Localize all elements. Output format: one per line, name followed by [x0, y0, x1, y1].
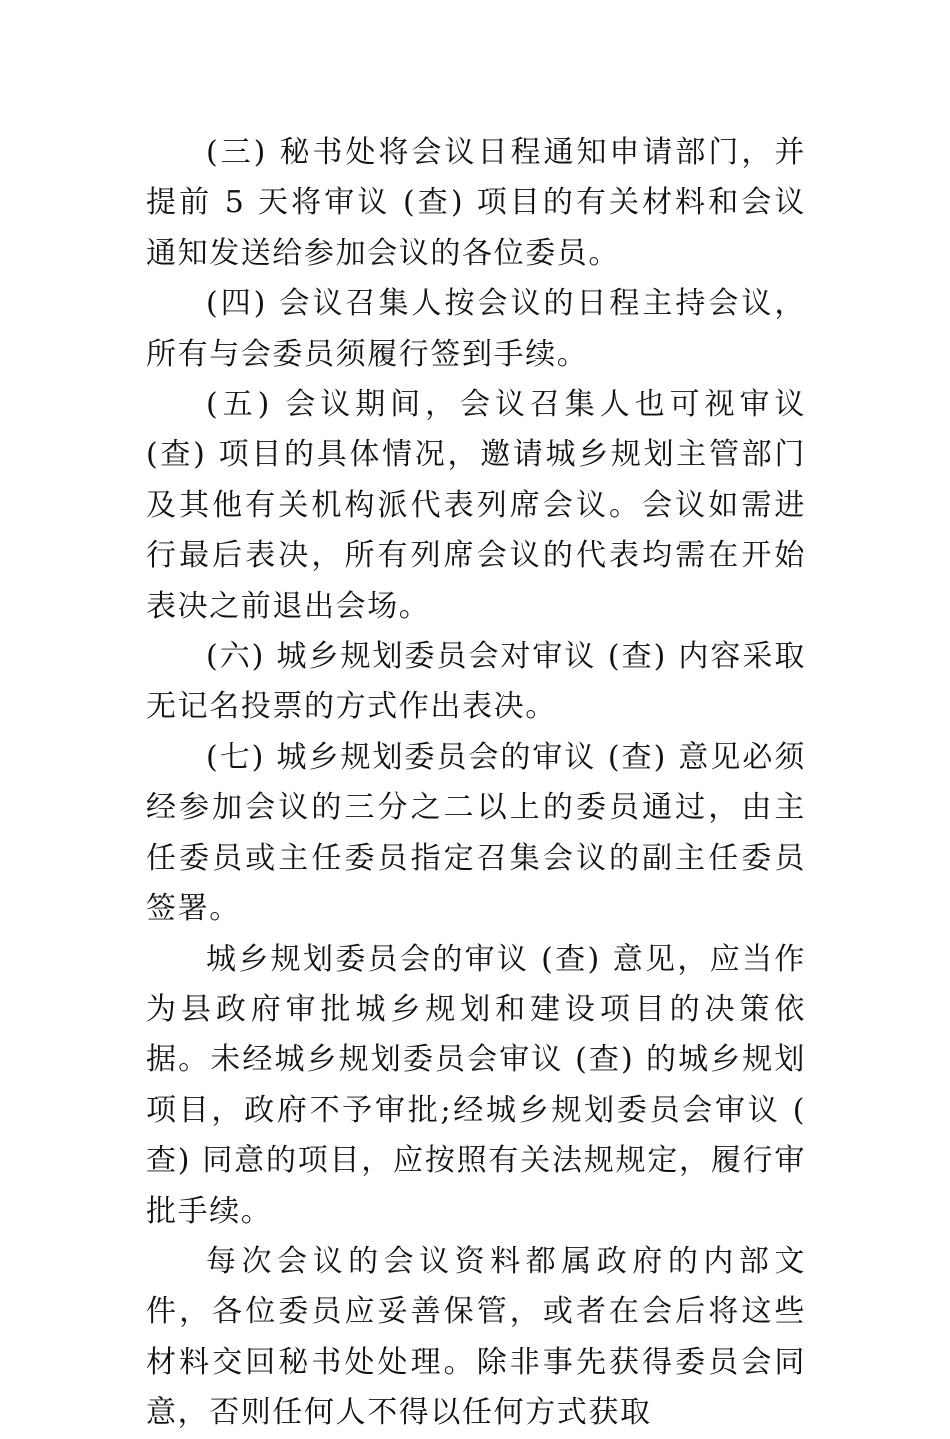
paragraph-item-4: (四) 会议召集人按会议的日程主持会议，所有与会委员须履行签到手续。 [146, 286, 806, 372]
paragraph-review-opinion: 城乡规划委员会的审议 (查) 意见，应当作为县政府审批城乡规划和建设项目的决策依据。未经城乡规划委员会审议 (查) 的城乡规划项目，政府不予审批;经城乡规划委员会审议 ( 查) 同意的项目，应按照有关法规规定，履行审批手续。 [146, 941, 806, 1229]
document-body [146, 128, 806, 1439]
paragraph-item-7: (七) 城乡规划委员会的审议 (查) 意见必须经参加会议的三分之二以上的委员通过，由主任委员或主任委员指定召集会议的副主任委员签署。 [146, 739, 806, 927]
paragraph-item-6: (六) 城乡规划委员会对审议 (查) 内容采取无记名投票的方式作出表决。 [146, 639, 806, 725]
paragraph-item-3: (三) 秘书处将会议日程通知申请部门，并提前 5 天将审议 (查) 项目的有关材料和会议通知发送给参加会议的各位委员。 [146, 135, 806, 271]
paragraph-meeting-materials: 每次会议的会议资料都属政府的内部文件，各位委员应妥善保管，或者在会后将这些材料交回秘书处处理。除非事先获得委员会同意，否则任何人不得以任何方式获取 [146, 1243, 806, 1431]
paragraph-item-5: (五) 会议期间，会议召集人也可视审议 (查) 项目的具体情况，邀请城乡规划主管部门及其他有关机构派代表列席会议。会议如需进行最后表决，所有列席会议的代表均需在开始表决之前退出会场。 [146, 387, 806, 624]
